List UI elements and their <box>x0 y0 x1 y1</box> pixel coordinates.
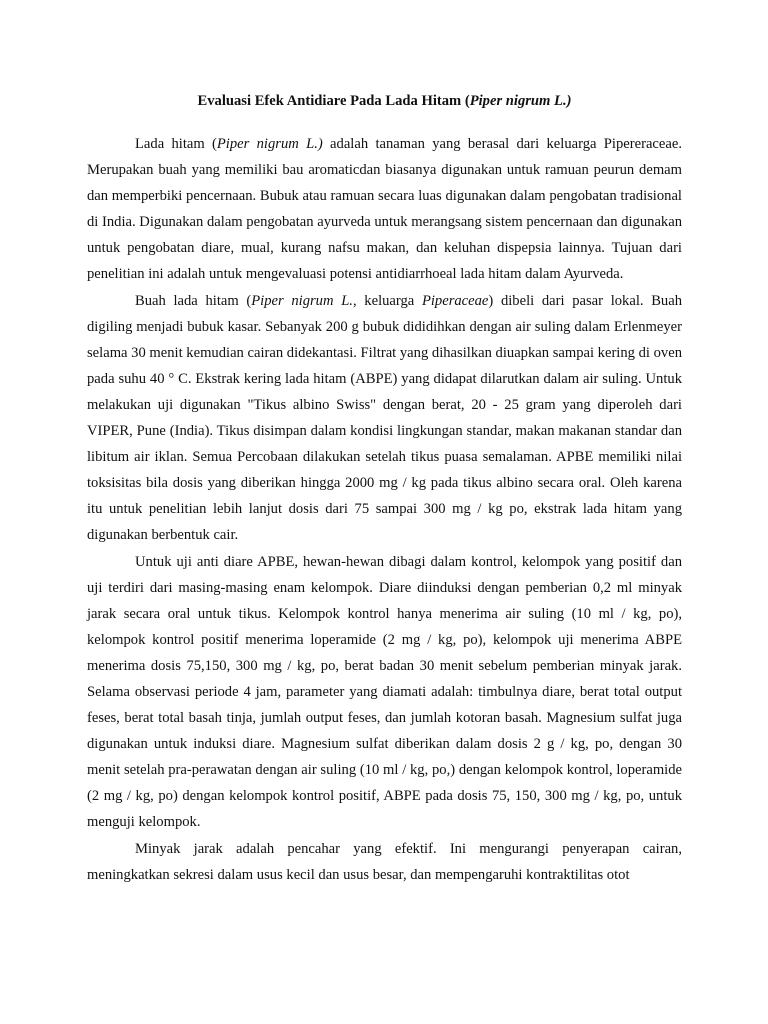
text-segment: Lada hitam ( <box>135 136 217 152</box>
paragraph-method <box>87 288 682 549</box>
text-segment: Minyak jarak adalah pencahar yang efektif. Ini mengurangi penyerapan cairan, meningkatkan sekresi dalam usus kecil dan usus besar, dan mempengaruhi kontraktilitas otot <box>87 840 682 883</box>
text-segment-italic: Piper nigrum L. <box>251 292 353 309</box>
text-segment: Untuk uji anti diare APBE, hewan-hewan dibagi dalam kontrol, kelompok yang positif dan uji terdiri dari masing-masing enam kelompok. Diare diinduksi dengan pemberian 0,2 ml minyak jarak secara oral untuk tikus. Kelompok kontrol hanya menerima air suling (10 ml / kg, po), kelompok kontrol positif menerima loperamide (2 mg / kg, po), kelompok uji menerima ABPE menerima dosis 75,150, 300 mg / kg, po, berat badan 30 menit sebelum pemberian minyak jarak. Selama observasi periode 4 jam, parameter yang diamati adalah: timbulnya diare, berat total output feses, berat total basah tinja, jumlah output feses, dan jumlah kotoran basah. Magnesium sulfat juga digunakan untuk induksi diare. Magnesium sulfat diberikan dalam dosis 2 g / kg, po, dengan 30 menit setelah pra-perawatan dengan air suling (10 ml / kg, po,) dengan kelompok kontrol, loperamide (2 mg / kg, po) dengan kelompok kontrol positif, ABPE pada dosis 75, 150, 300 mg / kg, po, untuk menguji kelompok. <box>87 553 682 831</box>
paragraph-test <box>87 549 682 836</box>
text-segment: adalah tanaman yang berasal dari keluarga Pipereraceae. Merupakan buah yang memiliki bau aromaticdan biasanya digunakan untuk ramuan peurun demam dan memperbiki pencernaan. Bubuk atau ramuan secara luas digunakan dalam pengobatan tradisional di India. Digunakan dalam pengobatan ayurveda untuk merangsang sistem pencernaan dan digunakan untuk pengobatan diare, mual, kurang nafsu makan, dan keluhan dispepsia lainnya. Tujuan dari penelitian ini adalah untuk mengevaluasi potensi antidiarrhoeal lada hitam dalam Ayurveda. <box>87 136 682 283</box>
text-segment-italic: Piperaceae <box>421 292 489 309</box>
paragraph-castor-oil <box>87 836 682 888</box>
document-title <box>87 88 682 114</box>
title-segment-italic: Piper nigrum L.) <box>469 93 572 109</box>
title-segment: Evaluasi Efek Antidiare Pada Lada Hitam ( <box>197 93 470 109</box>
text-segment-italic: Piper nigrum L.) <box>216 136 323 152</box>
text-segment: ) dibeli dari pasar lokal. Buah digiling menjadi bubuk kasar. Sebanyak 200 g bubuk dididihkan dengan air suling dalam Erlenmeyer selama 30 menit kemudian cairan didekantasi. Filtrat yang dihasilkan diuapkan sampai kering di oven pada suhu 40 ° C. Ekstrak kering lada hitam (ABPE) yang didapat dilarutkan dalam air suling. Untuk melakukan uji digunakan "Tikus albino Swiss" dengan berat, 20 - 25 gram yang diperoleh dari VIPER, Pune (India). Tikus disimpan dalam kondisi lingkungan standar, makan makanan standar dan libitum air iklan. Semua Percobaan dilakukan setelah tikus puasa semalaman. APBE memiliki nilai toksisitas bila dosis yang diberikan hingga 2000 mg / kg pada tikus albino secara oral. Oleh karena itu untuk penelitian lebih lanjut dosis dari 75 sampai 300 mg / kg po, ekstrak lada hitam yang digunakan berbentuk cair. <box>87 292 683 544</box>
paragraph-intro <box>87 131 682 288</box>
text-segment: , keluarga <box>352 292 422 309</box>
text-segment: Buah lada hitam ( <box>135 292 252 309</box>
